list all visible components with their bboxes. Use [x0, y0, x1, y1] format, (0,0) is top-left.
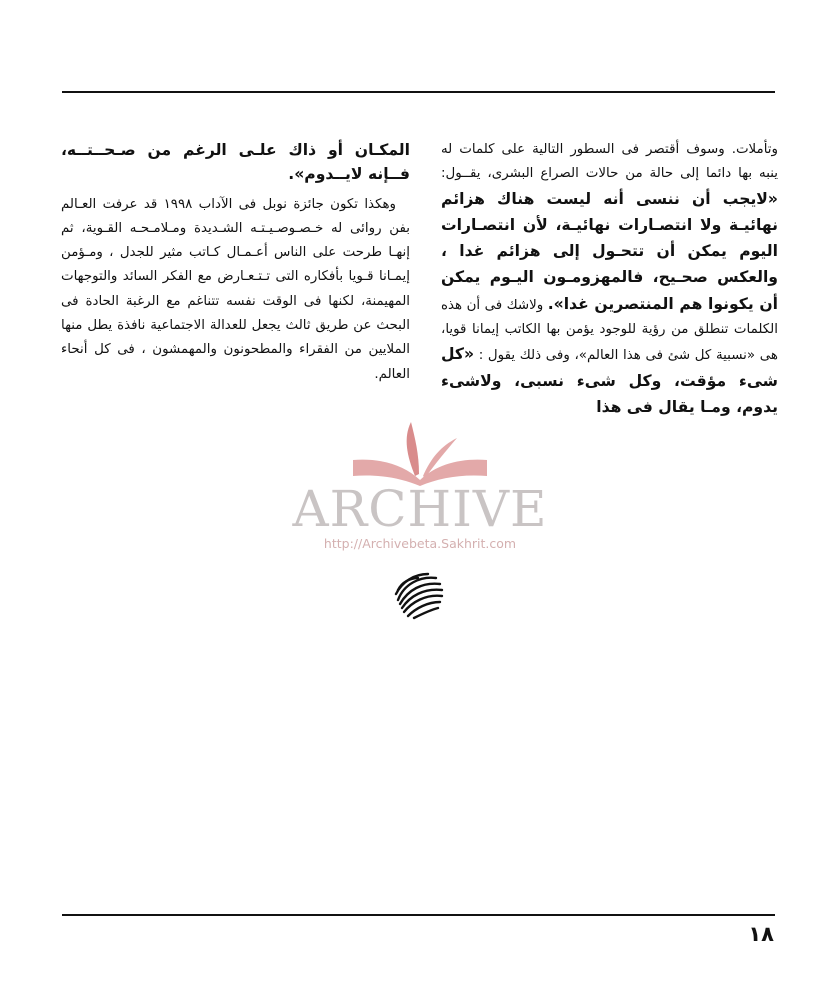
top-rule: [62, 91, 775, 93]
watermark-word: ARCHIVE: [292, 480, 548, 538]
archive-watermark: [290, 418, 550, 558]
paragraph-text: ولاشك فى أن هذه الكلمات تنطلق من رؤية للوجود يؤمن بها الكاتب إيمانا قويا، هى «نسبية كل شئ فى هذا العالم»، وفى ذلك يقول :: [441, 297, 778, 364]
paragraph: [441, 138, 778, 421]
paragraph: وهكذا تكون جائزة نوبل فى الآداب ١٩٩٨ قد عرفت العـالم بفن روائى له خـصـوصـيـتـه الشـديدة ومـلامـحـه القـوية، ثم إنهـا طرحت على الناس أعـمـال كـاتب مثير للجدل ، ومـؤمن إيمـانا قـويا بأفكاره التى تـتـعـارض مع الفكر السائد والتوجهات المهيمنة، لكنها فى الوقت نفسه تتناغم مع الرغبة الحادة فى البحث عن طريق ثالث يجعل للعدالة الاجتماعية نافذة يطل منها الملايين من الفقراء والمطحونون والمهمشون ، فى كل أنحاء العالم.: [61, 196, 410, 382]
bold-quote: «كل شىء مؤقت، وكل شىء نسبى، ولاشىء يدوم، ومـا يقال فى هذا: [441, 345, 778, 416]
right-text-column: [441, 138, 778, 421]
left-text-column: [61, 138, 410, 387]
open-book-icon: [345, 418, 495, 488]
watermark-url: http://Archivebeta.Sakhrit.com: [323, 536, 517, 551]
bottom-rule: [62, 914, 775, 916]
paragraph-text: وتأملات. وسوف أقتصر فى السطور التالية على كلمات له ينبه بها دائما إلى حالة من حالات الصراع البشرى، يقــول:: [441, 142, 778, 182]
bold-quote-continuation: المكـان أو ذاك علـى الرغم من صـحــتــه، فــإنه لايــدوم».: [61, 141, 410, 184]
page-number: ١٨: [748, 922, 774, 946]
bold-quote: «لايجب أن ننسى أنه ليست هناك هزائم نهائيـة ولا انتصـارات نهائيـة، لأن انتصـارات اليوم يمكن أن تتحـول إلى هزائم غدا ، والعكس صحـيح، فالمهزومـون اليـوم يمكن أن يكونوا هم المنتصرين غدا».: [441, 189, 778, 313]
decorative-ornament-icon: [392, 570, 448, 620]
